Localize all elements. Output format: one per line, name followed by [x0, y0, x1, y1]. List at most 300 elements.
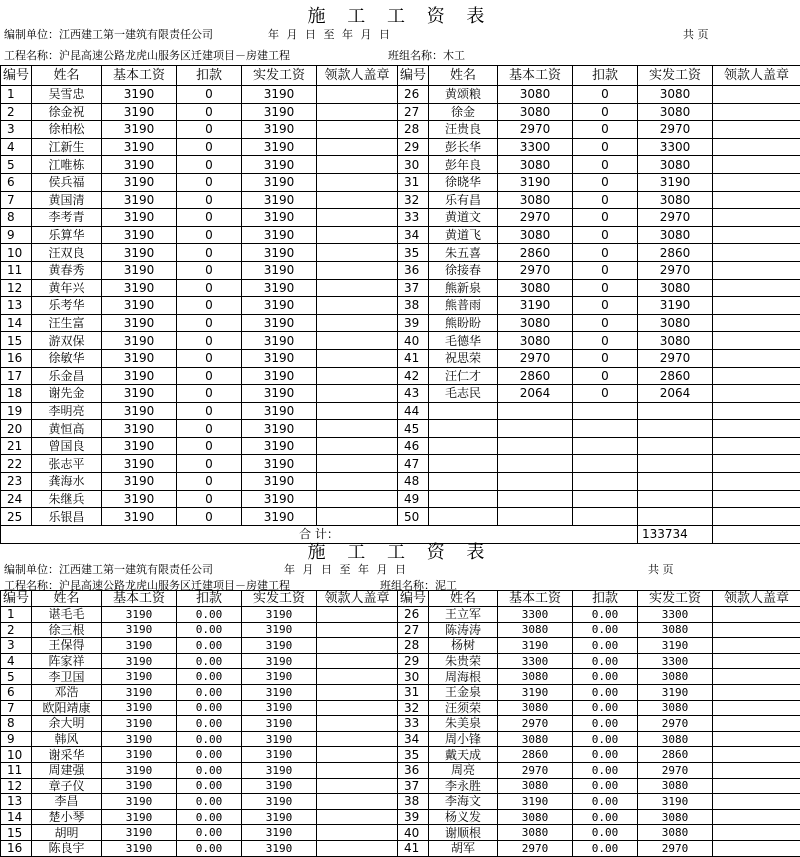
- signature-cell: [317, 778, 398, 794]
- id-cell: 14: [1, 314, 32, 332]
- table-row: [1, 173, 800, 191]
- net-pay-cell: 3080: [638, 332, 713, 350]
- base-pay-cell: 3080: [498, 669, 573, 685]
- name-cell: 李海文: [429, 794, 498, 810]
- deduction-cell: 0.00: [573, 762, 638, 778]
- net-pay-cell: [638, 490, 713, 508]
- name-cell: 祝思荣: [429, 349, 498, 367]
- name-cell: 杨义发: [429, 809, 498, 825]
- name-cell: 徐三根: [32, 622, 102, 638]
- name-cell: 杨树: [429, 638, 498, 654]
- signature-cell: [713, 332, 800, 350]
- header-deduction: 扣款: [177, 66, 242, 86]
- id-cell: 17: [1, 367, 32, 385]
- id-cell: 9: [1, 731, 32, 747]
- deduction-cell: 0.00: [177, 638, 242, 654]
- header-id: 编号: [398, 66, 429, 86]
- signature-cell: [713, 490, 800, 508]
- deduction-cell: 0.00: [177, 669, 242, 685]
- id-cell: 5: [1, 669, 32, 685]
- table-row: [1, 825, 800, 841]
- name-cell: [429, 455, 498, 473]
- net-pay-cell: [638, 508, 713, 526]
- net-pay-cell: 2860: [638, 367, 713, 385]
- net-pay-cell: 3190: [638, 638, 713, 654]
- deduction-cell: 0: [573, 261, 638, 279]
- id-cell: 15: [1, 825, 32, 841]
- base-pay-cell: 2860: [498, 367, 573, 385]
- net-pay-cell: 3080: [638, 314, 713, 332]
- signature-cell: [317, 455, 398, 473]
- base-pay-cell: 3190: [102, 455, 177, 473]
- base-pay-cell: 3300: [498, 653, 573, 669]
- name-cell: 周海根: [429, 669, 498, 685]
- net-pay-cell: 3190: [242, 455, 317, 473]
- name-cell: 毛志民: [429, 385, 498, 403]
- deduction-cell: 0: [177, 191, 242, 209]
- id-cell: 12: [1, 778, 32, 794]
- base-pay-cell: 3190: [102, 385, 177, 403]
- id-cell: 23: [1, 473, 32, 491]
- net-pay-cell: 3190: [242, 420, 317, 438]
- compiling-unit: 编制单位：江西建工第一建筑有限责任公司: [4, 26, 213, 42]
- signature-cell: [317, 226, 398, 244]
- id-cell: 27: [398, 622, 429, 638]
- total-label: 合 计：: [1, 525, 638, 543]
- signature-cell: [713, 653, 800, 669]
- signature-cell: [317, 700, 398, 716]
- deduction-cell: 0: [573, 279, 638, 297]
- deduction-cell: 0: [177, 402, 242, 420]
- signature-cell: [317, 156, 398, 174]
- id-cell: 24: [1, 490, 32, 508]
- table-row: [1, 332, 800, 350]
- deduction-cell: 0: [177, 226, 242, 244]
- id-cell: 50: [398, 508, 429, 526]
- signature-cell: [713, 156, 800, 174]
- signature-cell: [317, 622, 398, 638]
- header-name: 姓名: [429, 591, 498, 607]
- net-pay-cell: 3190: [242, 731, 317, 747]
- base-pay-cell: 3190: [498, 638, 573, 654]
- net-pay-cell: 3190: [242, 402, 317, 420]
- deduction-cell: 0: [177, 209, 242, 227]
- base-pay-cell: 3080: [498, 809, 573, 825]
- deduction-cell: 0: [177, 244, 242, 262]
- base-pay-cell: 3190: [102, 473, 177, 491]
- name-cell: [429, 402, 498, 420]
- base-pay-cell: 2064: [498, 385, 573, 403]
- net-pay-cell: 3080: [638, 279, 713, 297]
- base-pay-cell: 3190: [102, 156, 177, 174]
- id-cell: 34: [398, 226, 429, 244]
- signature-cell: [713, 778, 800, 794]
- net-pay-cell: 3190: [638, 297, 713, 315]
- name-cell: 黄年兴: [32, 279, 102, 297]
- id-cell: 30: [398, 156, 429, 174]
- net-pay-cell: 3190: [242, 747, 317, 763]
- id-cell: 8: [1, 716, 32, 732]
- net-pay-cell: 3080: [638, 191, 713, 209]
- header-base-pay: 基本工资: [102, 66, 177, 86]
- base-pay-cell: 3190: [102, 809, 177, 825]
- name-cell: 朱继兵: [32, 490, 102, 508]
- base-pay-cell: 3190: [102, 508, 177, 526]
- base-pay-cell: 2970: [498, 762, 573, 778]
- base-pay-cell: 3080: [498, 700, 573, 716]
- deduction-cell: 0: [573, 156, 638, 174]
- id-cell: 6: [1, 684, 32, 700]
- date-range: 年 月 日 至 年 月 日: [268, 26, 390, 42]
- header-net-pay: 实发工资: [638, 591, 713, 607]
- net-pay-cell: 3080: [638, 86, 713, 104]
- table-row: [1, 747, 800, 763]
- signature-cell: [317, 261, 398, 279]
- base-pay-cell: 3190: [102, 261, 177, 279]
- id-cell: 49: [398, 490, 429, 508]
- name-cell: 李考青: [32, 209, 102, 227]
- name-cell: 谌毛毛: [32, 607, 102, 623]
- net-pay-cell: 3190: [242, 508, 317, 526]
- table-row: [1, 508, 800, 526]
- id-cell: 32: [398, 191, 429, 209]
- table-row: [1, 138, 800, 156]
- net-pay-cell: 3190: [638, 794, 713, 810]
- name-cell: 曾国良: [32, 437, 102, 455]
- signature-cell: [317, 138, 398, 156]
- id-cell: 22: [1, 455, 32, 473]
- name-cell: 汪仁才: [429, 367, 498, 385]
- deduction-cell: 0.00: [177, 622, 242, 638]
- base-pay-cell: 3190: [102, 332, 177, 350]
- base-pay-cell: 3190: [102, 420, 177, 438]
- id-cell: 7: [1, 700, 32, 716]
- name-cell: 陈涛涛: [429, 622, 498, 638]
- net-pay-cell: 3190: [242, 103, 317, 121]
- id-cell: 39: [398, 809, 429, 825]
- deduction-cell: 0: [573, 314, 638, 332]
- net-pay-cell: 3080: [638, 103, 713, 121]
- id-cell: 40: [398, 332, 429, 350]
- net-pay-cell: 2970: [638, 840, 713, 856]
- name-cell: 王保得: [32, 638, 102, 654]
- deduction-cell: 0.00: [177, 716, 242, 732]
- deduction-cell: [573, 508, 638, 526]
- table-row: [1, 794, 800, 810]
- base-pay-cell: [498, 455, 573, 473]
- id-cell: 7: [1, 191, 32, 209]
- signature-cell: [317, 244, 398, 262]
- net-pay-cell: 3080: [638, 622, 713, 638]
- name-cell: 乐金昌: [32, 367, 102, 385]
- net-pay-cell: 3190: [242, 367, 317, 385]
- signature-cell: [713, 809, 800, 825]
- id-cell: 6: [1, 173, 32, 191]
- signature-cell: [713, 716, 800, 732]
- id-cell: 25: [1, 508, 32, 526]
- deduction-cell: 0: [177, 103, 242, 121]
- signature-cell: [713, 508, 800, 526]
- net-pay-cell: 2064: [638, 385, 713, 403]
- base-pay-cell: 3190: [102, 747, 177, 763]
- name-cell: 邓浩: [32, 684, 102, 700]
- name-cell: 龚海水: [32, 473, 102, 491]
- net-pay-cell: 3080: [638, 731, 713, 747]
- base-pay-cell: 3190: [102, 607, 177, 623]
- net-pay-cell: 3190: [242, 314, 317, 332]
- deduction-cell: 0.00: [177, 653, 242, 669]
- base-pay-cell: 3190: [102, 731, 177, 747]
- table-row: [1, 809, 800, 825]
- base-pay-cell: 3300: [498, 138, 573, 156]
- table-row: [1, 778, 800, 794]
- base-pay-cell: 3080: [498, 731, 573, 747]
- base-pay-cell: 3080: [498, 279, 573, 297]
- signature-cell: [317, 794, 398, 810]
- deduction-cell: 0.00: [177, 809, 242, 825]
- deduction-cell: [573, 420, 638, 438]
- base-pay-cell: 3190: [102, 121, 177, 139]
- base-pay-cell: 3190: [102, 138, 177, 156]
- deduction-cell: 0.00: [177, 700, 242, 716]
- name-cell: 毛德华: [429, 332, 498, 350]
- sheet-title: 施 工 工 资 表: [0, 2, 800, 28]
- deduction-cell: 0: [573, 385, 638, 403]
- name-cell: 谢先金: [32, 385, 102, 403]
- net-pay-cell: 3190: [242, 794, 317, 810]
- net-pay-cell: [638, 402, 713, 420]
- table-row: [1, 420, 800, 438]
- deduction-cell: 0.00: [177, 684, 242, 700]
- net-pay-cell: 3190: [242, 121, 317, 139]
- signature-cell: [317, 607, 398, 623]
- project-name: 工程名称：沪昆高速公路龙虎山服务区迁建项目－房建工程: [4, 577, 290, 593]
- header-deduction: 扣款: [177, 591, 242, 607]
- id-cell: 26: [398, 607, 429, 623]
- id-cell: 13: [1, 794, 32, 810]
- deduction-cell: 0: [573, 121, 638, 139]
- base-pay-cell: 3190: [102, 684, 177, 700]
- net-pay-cell: 2860: [638, 747, 713, 763]
- signature-cell: [317, 669, 398, 685]
- base-pay-cell: 3190: [498, 794, 573, 810]
- base-pay-cell: 3190: [498, 297, 573, 315]
- id-cell: 38: [398, 794, 429, 810]
- net-pay-cell: 2860: [638, 244, 713, 262]
- id-cell: 31: [398, 173, 429, 191]
- header-name: 姓名: [32, 66, 102, 86]
- id-cell: 36: [398, 261, 429, 279]
- name-cell: [429, 473, 498, 491]
- deduction-cell: 0: [573, 226, 638, 244]
- net-pay-cell: 2970: [638, 349, 713, 367]
- name-cell: 阵家祥: [32, 653, 102, 669]
- net-pay-cell: 3190: [242, 716, 317, 732]
- deduction-cell: 0: [573, 173, 638, 191]
- id-cell: 33: [398, 716, 429, 732]
- base-pay-cell: 3080: [498, 314, 573, 332]
- name-cell: 周建强: [32, 762, 102, 778]
- id-cell: 2: [1, 103, 32, 121]
- table-row: [1, 349, 800, 367]
- id-cell: 42: [398, 367, 429, 385]
- signature-cell: [713, 244, 800, 262]
- base-pay-cell: 3190: [102, 437, 177, 455]
- base-pay-cell: 3190: [102, 762, 177, 778]
- name-cell: 李卫国: [32, 669, 102, 685]
- name-cell: 徐金: [429, 103, 498, 121]
- net-pay-cell: 3190: [638, 684, 713, 700]
- table-row: [1, 385, 800, 403]
- table-row: [1, 103, 800, 121]
- net-pay-cell: 3190: [242, 622, 317, 638]
- id-cell: 12: [1, 279, 32, 297]
- base-pay-cell: 2970: [498, 121, 573, 139]
- signature-cell: [317, 86, 398, 104]
- signature-cell: [317, 638, 398, 654]
- deduction-cell: 0.00: [177, 747, 242, 763]
- net-pay-cell: 3190: [242, 385, 317, 403]
- id-cell: 10: [1, 244, 32, 262]
- id-cell: 32: [398, 700, 429, 716]
- deduction-cell: 0: [573, 332, 638, 350]
- id-cell: 4: [1, 138, 32, 156]
- net-pay-cell: 3190: [242, 638, 317, 654]
- table-row: [1, 473, 800, 491]
- net-pay-cell: 3190: [242, 244, 317, 262]
- signature-cell: [713, 226, 800, 244]
- payroll-table: [0, 590, 800, 857]
- name-cell: 张志平: [32, 455, 102, 473]
- signature-cell: [317, 314, 398, 332]
- base-pay-cell: 3190: [102, 279, 177, 297]
- signature-cell: [713, 385, 800, 403]
- base-pay-cell: 3190: [102, 103, 177, 121]
- net-pay-cell: 3190: [242, 684, 317, 700]
- name-cell: 汪生富: [32, 314, 102, 332]
- signature-cell: [713, 840, 800, 856]
- name-cell: 李明亮: [32, 402, 102, 420]
- net-pay-cell: [638, 420, 713, 438]
- sheet-title: 施 工 工 资 表: [0, 538, 800, 564]
- net-pay-cell: [638, 437, 713, 455]
- header-deduction: 扣款: [573, 66, 638, 86]
- id-cell: 8: [1, 209, 32, 227]
- signature-cell: [713, 669, 800, 685]
- name-cell: 熊盼盼: [429, 314, 498, 332]
- deduction-cell: 0: [573, 297, 638, 315]
- name-cell: 李昌: [32, 794, 102, 810]
- name-cell: 王金泉: [429, 684, 498, 700]
- table-row: [1, 607, 800, 623]
- base-pay-cell: 3190: [102, 402, 177, 420]
- id-cell: 18: [1, 385, 32, 403]
- signature-cell: [317, 420, 398, 438]
- base-pay-cell: 3190: [102, 349, 177, 367]
- base-pay-cell: 3190: [102, 173, 177, 191]
- net-pay-cell: 3190: [242, 490, 317, 508]
- signature-cell: [713, 297, 800, 315]
- name-cell: 徐敏华: [32, 349, 102, 367]
- name-cell: 黄道文: [429, 209, 498, 227]
- base-pay-cell: 2860: [498, 747, 573, 763]
- base-pay-cell: 2970: [498, 840, 573, 856]
- deduction-cell: 0.00: [573, 622, 638, 638]
- name-cell: 戴天成: [429, 747, 498, 763]
- net-pay-cell: 3300: [638, 607, 713, 623]
- header-base-pay: 基本工资: [498, 66, 573, 86]
- net-pay-cell: 3190: [242, 209, 317, 227]
- base-pay-cell: 3080: [498, 622, 573, 638]
- id-cell: 28: [398, 638, 429, 654]
- signature-cell: [317, 349, 398, 367]
- name-cell: 胡军: [429, 840, 498, 856]
- signature-cell: [317, 103, 398, 121]
- id-cell: 19: [1, 402, 32, 420]
- name-cell: 韩风: [32, 731, 102, 747]
- name-cell: [429, 420, 498, 438]
- signature-cell: [317, 490, 398, 508]
- net-pay-cell: 3190: [242, 607, 317, 623]
- signature-cell: [317, 747, 398, 763]
- deduction-cell: 0: [573, 86, 638, 104]
- deduction-cell: 0: [177, 173, 242, 191]
- header-net-pay: 实发工资: [242, 66, 317, 86]
- table-row: [1, 700, 800, 716]
- id-cell: 1: [1, 86, 32, 104]
- base-pay-cell: 3190: [102, 794, 177, 810]
- name-cell: 乐考华: [32, 297, 102, 315]
- base-pay-cell: 3080: [498, 156, 573, 174]
- signature-cell: [713, 103, 800, 121]
- signature-cell: [317, 385, 398, 403]
- base-pay-cell: 3080: [498, 825, 573, 841]
- net-pay-cell: 3080: [638, 669, 713, 685]
- base-pay-cell: 3190: [102, 86, 177, 104]
- name-cell: 余大明: [32, 716, 102, 732]
- id-cell: 29: [398, 653, 429, 669]
- id-cell: 1: [1, 607, 32, 623]
- base-pay-cell: 3080: [498, 103, 573, 121]
- base-pay-cell: 3190: [102, 840, 177, 856]
- id-cell: 27: [398, 103, 429, 121]
- signature-cell: [713, 367, 800, 385]
- deduction-cell: 0.00: [177, 778, 242, 794]
- signature-cell: [317, 840, 398, 856]
- deduction-cell: [573, 437, 638, 455]
- id-cell: 29: [398, 138, 429, 156]
- net-pay-cell: 3190: [638, 173, 713, 191]
- net-pay-cell: 3190: [242, 173, 317, 191]
- header-signature: 领款人盖章: [713, 66, 800, 86]
- signature-cell: [317, 367, 398, 385]
- deduction-cell: 0.00: [573, 700, 638, 716]
- name-cell: 彭年良: [429, 156, 498, 174]
- base-pay-cell: 3190: [498, 173, 573, 191]
- deduction-cell: 0.00: [573, 747, 638, 763]
- deduction-cell: 0: [177, 473, 242, 491]
- deduction-cell: 0.00: [177, 794, 242, 810]
- header-net-pay: 实发工资: [242, 591, 317, 607]
- signature-cell: [317, 716, 398, 732]
- deduction-cell: 0: [177, 367, 242, 385]
- signature-cell: [317, 121, 398, 139]
- id-cell: 10: [1, 747, 32, 763]
- deduction-cell: [573, 490, 638, 508]
- name-cell: 吴雪忠: [32, 86, 102, 104]
- id-cell: 35: [398, 244, 429, 262]
- deduction-cell: 0.00: [573, 684, 638, 700]
